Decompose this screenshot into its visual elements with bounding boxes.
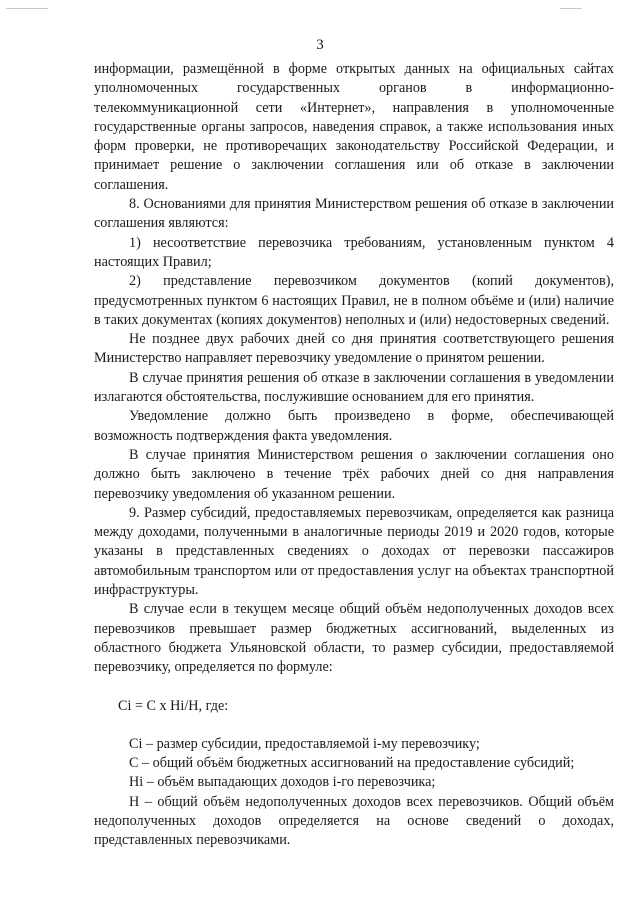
paragraph: В случае принятия решения об отказе в заключении соглашения в уведомлении излагаются обстоятельства, послужившие основанием для его принятия. [94, 369, 614, 406]
definition-item: Ci – размер субсидии, предоставляемой i-му перевозчику; [129, 735, 480, 752]
paragraph: В случае если в текущем месяце общий объём недополученных доходов всех перевозчиков превышает размер бюджетных ассигнований, выделенных из областного бюджета Ульяновской области, то размер субсидии, предоставляемой перевозчику, определяется по формуле: [94, 601, 614, 676]
definition-item: C – общий объём бюджетных ассигнований на предоставление субсидий; [129, 755, 575, 772]
list-item: 2) представление перевозчиком документов (копий документов), предусмотренных пунктом 6 настоящих Правил, не в полном объёме и (или) наличие в таких документах (копиях документов) неполных и (или) недостоверных сведений. [94, 273, 614, 328]
scan-artifact [6, 8, 48, 9]
paragraph: 9. Размер субсидий, предоставляемых перевозчикам, определяется как разница между доходами, полученными в аналогичные периоды 2019 и 2020 годов, которые указаны в представленных сведениях о доходах от перевозки пассажиров автомобильным транспортом или от предоставления услуг на объектах транспортной инфраструктуры. [94, 504, 614, 599]
list-item: 1) несоответствие перевозчика требованиям, установленным пунктом 4 настоящих Правил; [94, 234, 614, 270]
formula: Ci = C x Hi/H, где: [118, 697, 229, 714]
paragraph: В случае принятия Министерством решения о заключении соглашения оно должно быть заключено в течение трёх рабочих дней со дня направления перевозчику уведомления об указанном решении. [94, 446, 614, 502]
page-number: 3 [316, 37, 324, 53]
document-body [94, 60, 614, 851]
paragraph: информации, размещённой в форме открытых данных на официальных сайтах уполномоченных государственных органов в информационно-телекоммуникационной сети «Интернет», направления в уполномоченные государственные органы запросов, наведения справок, а также использования иных форм проверки, не противоречащих законодательству Российской Федерации, и принимает решение о заключении соглашения или об отказе в заключении соглашения. [94, 61, 614, 193]
paragraph: Не позднее двух рабочих дней со дня принятия соответствующего решения Министерство направляет перевозчику уведомление о принятом решении. [94, 331, 614, 367]
paragraph: 8. Основаниями для принятия Министерством решения об отказе в заключении соглашения являются: [94, 196, 614, 232]
paragraph: Уведомление должно быть произведено в форме, обеспечивающей возможность подтверждения факта уведомления. [94, 408, 614, 444]
definition-item: H – общий объём недополученных доходов всех перевозчиков. Общий объём недополученных доходов определяется на основе сведений о доходах, представленных перевозчиками. [94, 793, 614, 849]
scan-artifact [560, 8, 582, 9]
definition-item: Hi – объём выпадающих доходов i-го перевозчика; [129, 774, 436, 791]
